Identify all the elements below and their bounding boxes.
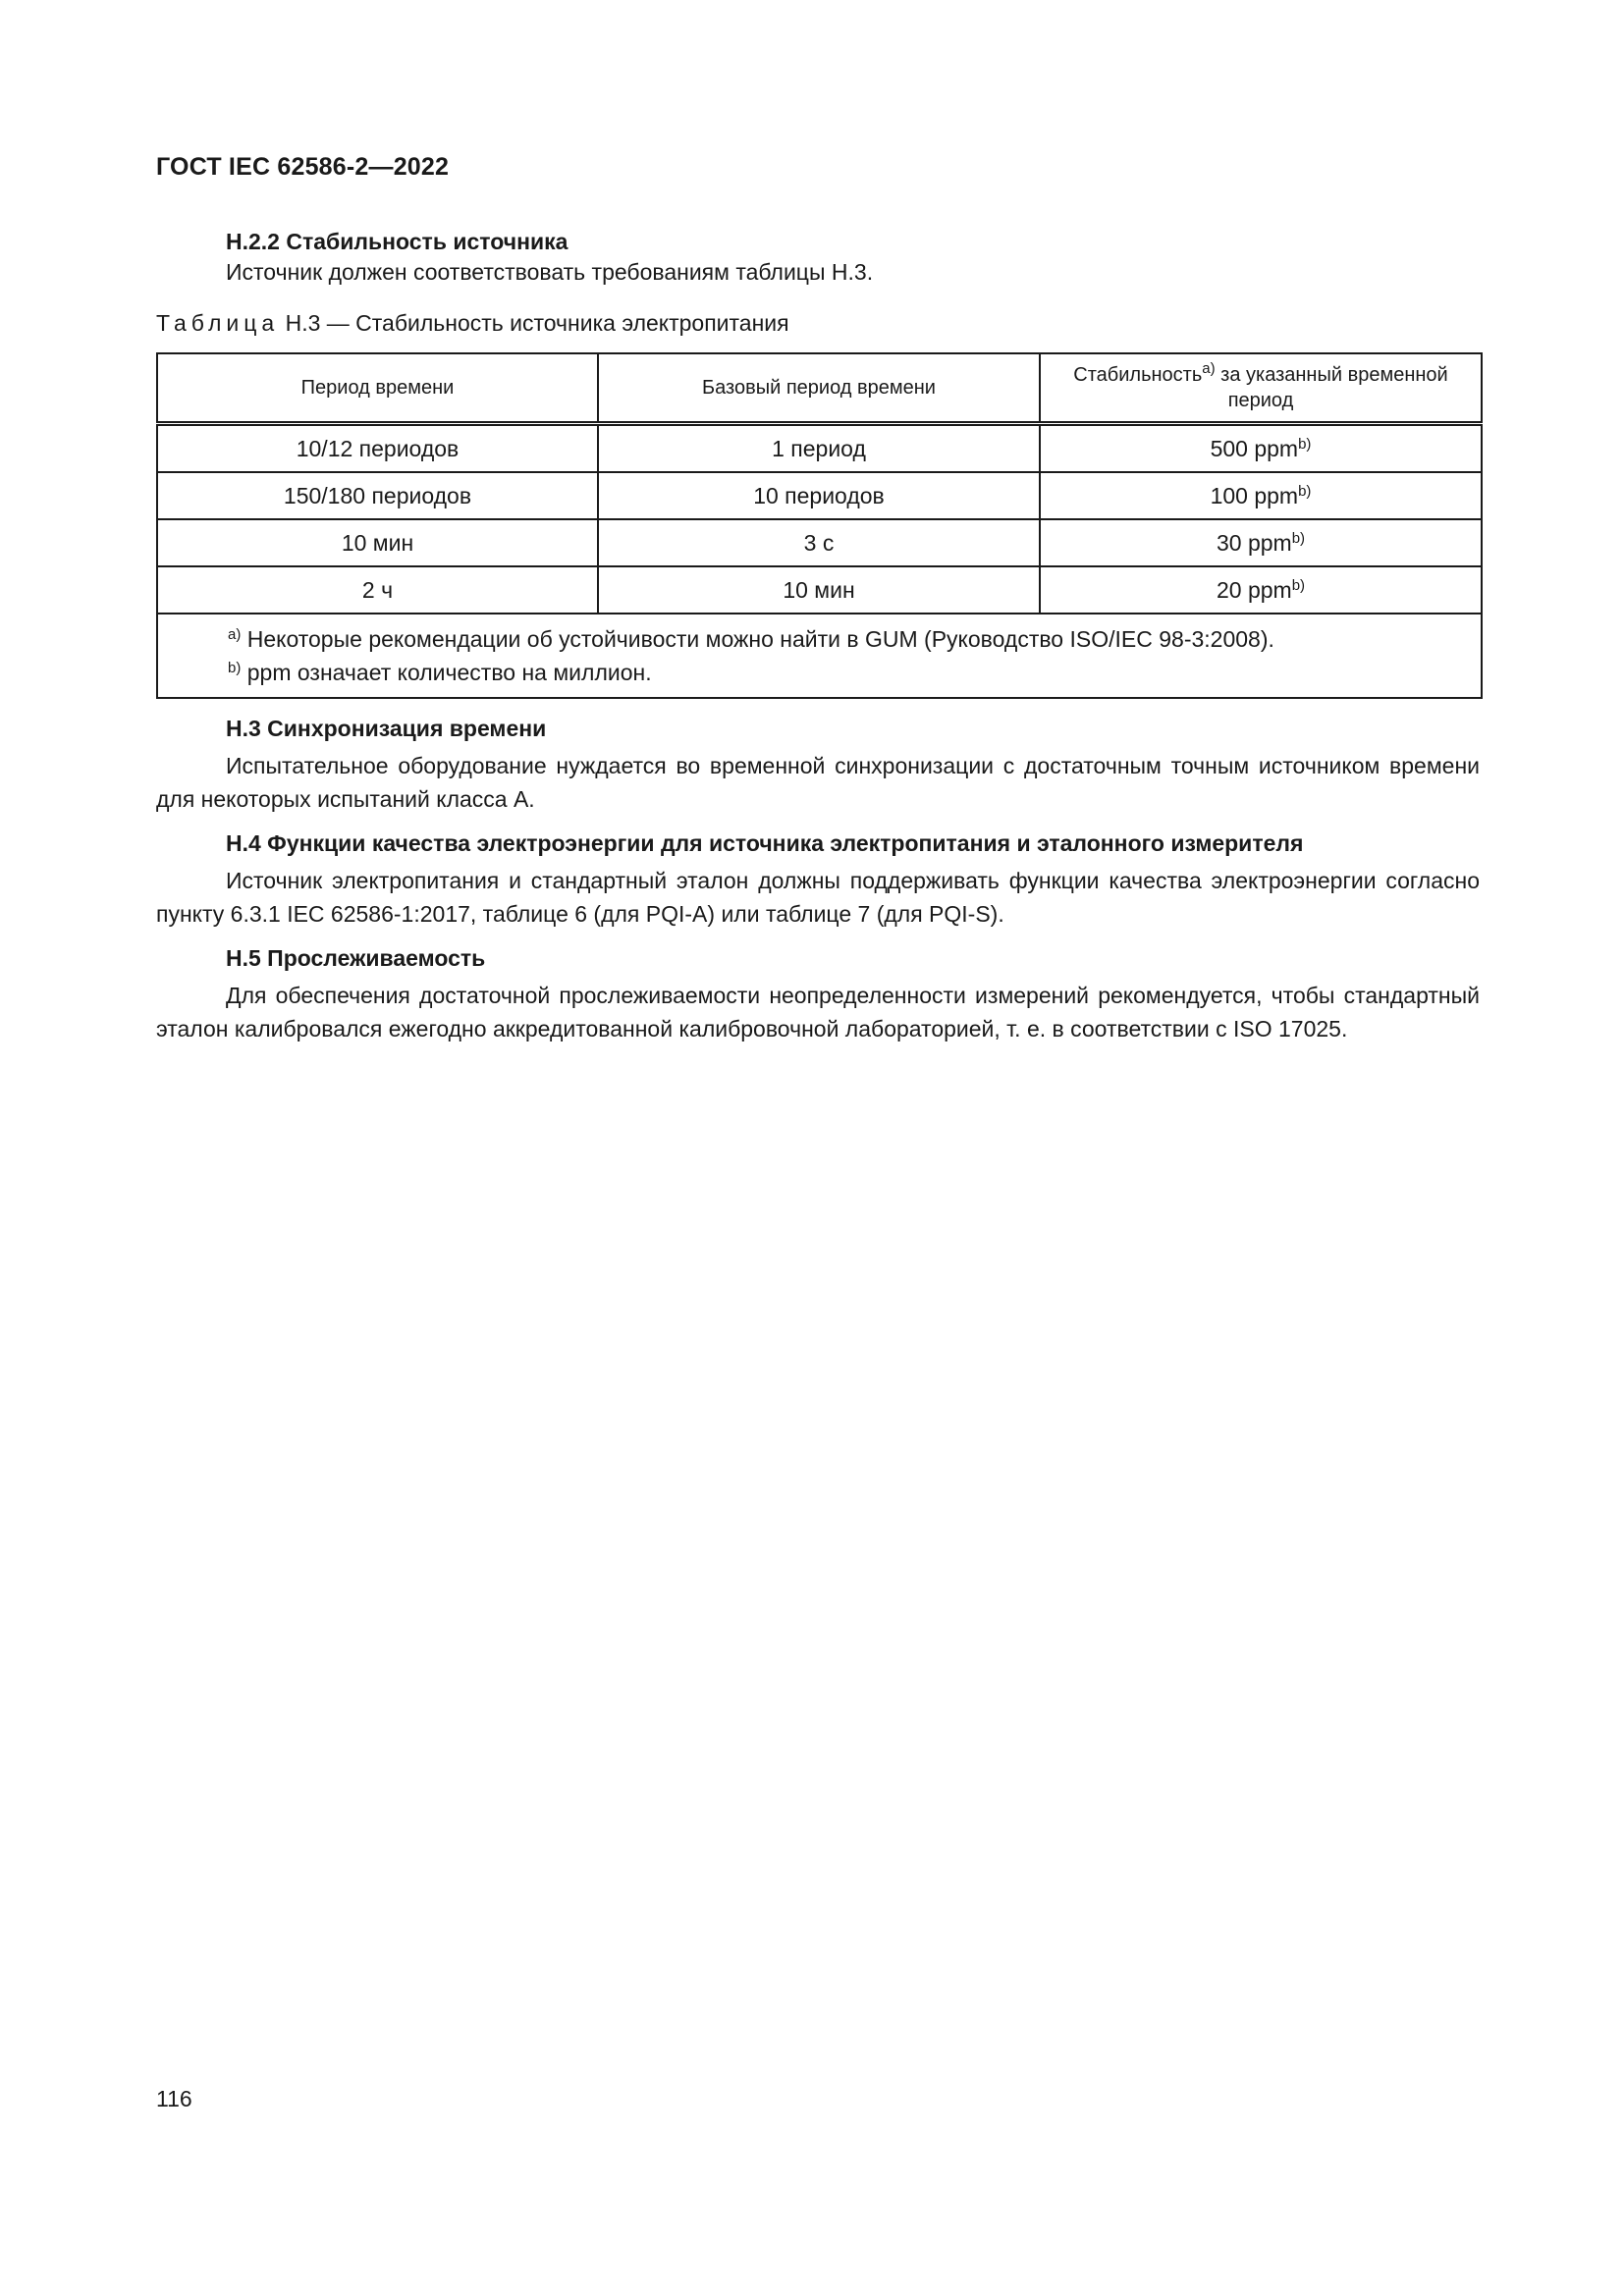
document-header: ГОСТ IEC 62586-2—2022 xyxy=(156,153,450,181)
header-stability xyxy=(1040,353,1482,424)
page-number: 116 xyxy=(156,2086,192,2111)
table-note xyxy=(228,622,1481,656)
header-period: Период времени xyxy=(157,353,598,424)
section-text-h3-content: Испытательное оборудование нуждается во временной синхронизации с достаточным точным источником времени для некоторых испытаний класса А. xyxy=(156,753,1480,812)
table-notes-row xyxy=(157,614,1482,698)
header-base-period: Базовый период времени xyxy=(598,353,1040,424)
note-text: Некоторые рекомендации об устойчивости можно найти в GUM (Руководство ISO/IEC 98-3:2008). xyxy=(246,626,1274,652)
stability-value: 20 ppm xyxy=(1216,576,1292,603)
cell-period: 2 ч xyxy=(157,566,598,614)
table-caption-text: Н.3 — Стабильность источника электропитания xyxy=(285,310,789,336)
section-text-h4-content: Источник электропитания и стандартный эталон должны поддерживать функции качества электроэнергии согласно пункту 6.3.1 IEC 62586-1:2017, таблице 6 (для PQI-A) или таблице 7 (для PQI-S). xyxy=(156,868,1480,927)
section-heading-h22: H.2.2 Стабильность источника xyxy=(226,229,568,254)
table-row xyxy=(157,472,1482,519)
table-header-row xyxy=(157,353,1482,424)
table-notes xyxy=(157,614,1482,698)
header-stability-main: Стабильность xyxy=(1073,364,1203,386)
table-row xyxy=(157,519,1482,566)
stability-table xyxy=(156,352,1483,699)
cell-base-period: 10 периодов xyxy=(598,472,1040,519)
footnote-mark: b) xyxy=(1291,576,1306,594)
cell-stability xyxy=(1040,472,1482,519)
section-heading-h3: Н.3 Синхронизация времени xyxy=(226,716,547,741)
table-row xyxy=(157,566,1482,614)
section-text-h4 xyxy=(156,864,1480,931)
note-text: ppm означает количество на миллион. xyxy=(246,660,652,685)
note-mark: а) xyxy=(228,626,242,643)
cell-stability xyxy=(1040,519,1482,566)
section-heading-h4: Н.4 Функции качества электроэнергии для источника электропитания и эталонного измерителя xyxy=(226,830,1304,856)
section-heading-h5: Н.5 Прослеживаемость xyxy=(226,945,486,971)
cell-base-period: 3 с xyxy=(598,519,1040,566)
table-caption xyxy=(156,310,789,337)
header-stability-rest: за указанный временной период xyxy=(1220,364,1448,411)
cell-base-period: 1 период xyxy=(598,424,1040,473)
cell-period: 10/12 периодов xyxy=(157,424,598,473)
footnote-mark: b) xyxy=(1298,482,1312,500)
section-text-h22: Источник должен соответствовать требованиям таблицы Н.3. xyxy=(226,259,874,285)
footnote-mark: b) xyxy=(1298,435,1312,453)
cell-period: 150/180 периодов xyxy=(157,472,598,519)
stability-value: 30 ppm xyxy=(1216,529,1292,556)
section-text-h5-content: Для обеспечения достаточной прослеживаемости неопределенности измерений рекомендуется, чтобы стандартный эталон калибровался ежегодно аккредитованной калибровочной лабораторией, т. е. в соответствии с ISO 17025. xyxy=(156,983,1480,1041)
section-text-h5 xyxy=(156,979,1480,1045)
header-stability-footnote-mark: а) xyxy=(1202,360,1216,377)
stability-value: 100 ppm xyxy=(1210,482,1299,508)
footnote-mark: b) xyxy=(1291,529,1306,547)
note-mark: b) xyxy=(228,660,242,676)
table-row xyxy=(157,424,1482,473)
stability-value: 500 ppm xyxy=(1210,435,1299,461)
cell-stability xyxy=(1040,424,1482,473)
cell-period: 10 мин xyxy=(157,519,598,566)
section-text-h3 xyxy=(156,749,1480,816)
table-caption-prefix: Таблица xyxy=(156,310,280,336)
cell-base-period: 10 мин xyxy=(598,566,1040,614)
table-note xyxy=(228,656,1481,689)
cell-stability xyxy=(1040,566,1482,614)
